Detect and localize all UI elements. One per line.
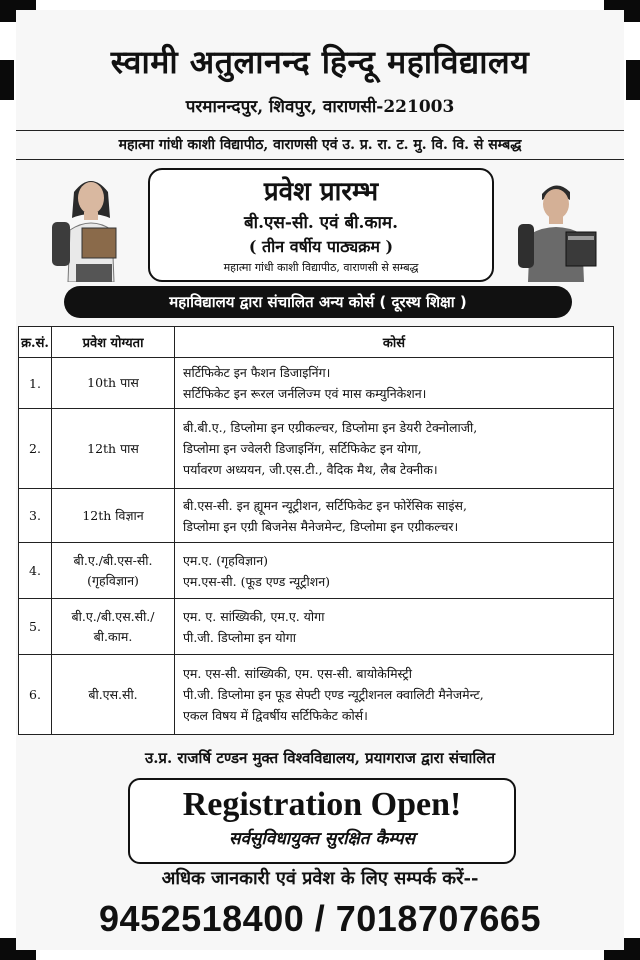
course-line: डिप्लोमा इन एग्री बिजनेस मैनेजमेन्ट, डिप्लोमा इन एग्रीकल्चर। (183, 518, 459, 534)
university-note: उ.प्र. राजर्षि टण्डन मुक्त विश्वविद्यालय, प्रयागराज द्वारा संचालित (144, 749, 496, 767)
row-serial: 5. (19, 599, 52, 655)
admission-box (148, 168, 494, 282)
course-line: पर्यावरण अध्ययन, जी.एस.टी., वैदिक मैथ, लैब टेक्नीक। (183, 462, 438, 477)
eligibility-line: बी.ए./बी.एस.सी./ (71, 608, 155, 624)
courses-table (18, 326, 614, 735)
row-eligibility (52, 655, 175, 735)
admission-title: प्रवेश प्रारम्भ (263, 177, 379, 207)
row-courses (175, 599, 614, 655)
row-serial: 1. (19, 358, 52, 409)
student-girl-image (46, 170, 136, 282)
row-eligibility (52, 489, 175, 543)
corner-mark-left-side (0, 60, 14, 100)
header-eligibility: प्रवेश योग्यता (52, 327, 175, 358)
college-affiliation: महात्मा गांधी काशी विद्यापीठ, वाराणसी एवं उ. प्र. रा. ट. मु. वि. वि. से सम्बद्ध (16, 130, 624, 160)
other-courses-banner: महाविद्यालय द्वारा संचालित अन्य कोर्स ( दूरस्थ शिक्षा ) (64, 286, 572, 318)
college-address: परमानन्दपुर, शिवपुर, वाराणसी-221003 (185, 97, 455, 117)
row-courses (175, 543, 614, 599)
course-line: पी.जी. डिप्लोमा इन फूड सेफ्टी एण्ड न्यूट्रीशनल क्वालिटी मैनेजमेन्ट, (183, 687, 484, 702)
header-courses: कोर्स (175, 327, 614, 358)
course-line: पी.जी. डिप्लोमा इन योगा (183, 629, 296, 645)
corner-mark-right-side (626, 60, 640, 100)
course-line: एम.ए. (गृहविज्ञान) (183, 552, 269, 568)
course-line: एम. एस-सी. सांख्यिकी, एम. एस-सी. बायोकेमिस्ट्री (183, 666, 412, 681)
campus-tagline: सर्वसुविधायुक्त सुरक्षित कैम्पस (228, 829, 415, 849)
table-row (19, 358, 614, 409)
course-line: सर्टिफिकेट इन फैशन डिजाइनिंग। (183, 365, 331, 380)
course-line: बी.एस-सी. इन ह्यूमन न्यूट्रीशन, सर्टिफिकेट इन फोरेंसिक साइंस, (183, 497, 467, 513)
poster (16, 10, 624, 950)
course-line: एम. ए. सांख्यिकी, एम.ए. योगा (183, 608, 325, 624)
admission-duration: ( तीन वर्षीय पाठ्यक्रम ) (248, 237, 394, 256)
row-courses (175, 489, 614, 543)
phone-numbers: 9452518400 / 7018707665 (99, 898, 541, 939)
header-serial: क्र.सं. (19, 327, 52, 358)
admission-affiliation: महात्मा गांधी काशी विद्यापीठ, वाराणसी से सम्बद्ध (223, 261, 419, 274)
row-eligibility (52, 409, 175, 489)
course-line: डिप्लोमा इन ज्वेलरी डिजाइनिंग, सर्टिफिकेट इन योगा, (183, 441, 422, 456)
row-courses (175, 655, 614, 735)
registration-box (128, 778, 516, 864)
student-boy-image (508, 174, 604, 282)
table-header-row (19, 327, 614, 358)
row-serial: 2. (19, 409, 52, 489)
eligibility-line: बी.एस.सी. (88, 686, 138, 702)
course-line: सर्टिफिकेट इन रूरल जर्नलिज्म एवं मास कम्युनिकेशन। (183, 386, 427, 401)
eligibility-line: बी.काम. (93, 628, 133, 644)
row-serial: 6. (19, 655, 52, 735)
eligibility-line: 12th विज्ञान (82, 507, 144, 523)
row-serial: 4. (19, 543, 52, 599)
table-row (19, 489, 614, 543)
admission-courses: बी.एस-सी. एवं बी.काम. (243, 213, 399, 233)
eligibility-line: बी.ए./बी.एस-सी. (73, 552, 153, 568)
row-eligibility (52, 599, 175, 655)
row-serial: 3. (19, 489, 52, 543)
table-row (19, 409, 614, 489)
course-line: बी.बी.ए., डिप्लोमा इन एग्रीकल्चर, डिप्लोमा इन डेयरी टेक्नोलाजी, (183, 420, 478, 435)
table-row (19, 599, 614, 655)
contact-line: अधिक जानकारी एवं प्रवेश के लिए सम्पर्क करें-- (161, 868, 479, 889)
row-courses (175, 358, 614, 409)
course-line: एम.एस-सी. (फूड एण्ड न्यूट्रीशन) (183, 573, 331, 589)
table-row (19, 655, 614, 735)
eligibility-line: 12th पास (87, 440, 139, 456)
registration-title: Registration Open! (182, 786, 462, 823)
row-eligibility (52, 543, 175, 599)
course-line: एकल विषय में द्विवर्षीय सर्टिफिकेट कोर्स। (183, 708, 368, 723)
eligibility-line: 10th पास (87, 375, 139, 390)
eligibility-line: (गृहविज्ञान) (87, 572, 139, 588)
row-eligibility (52, 358, 175, 409)
college-name: स्वामी अतुलानन्द हिन्दू महाविद्यालय (110, 43, 530, 81)
row-courses (175, 409, 614, 489)
table-row (19, 543, 614, 599)
